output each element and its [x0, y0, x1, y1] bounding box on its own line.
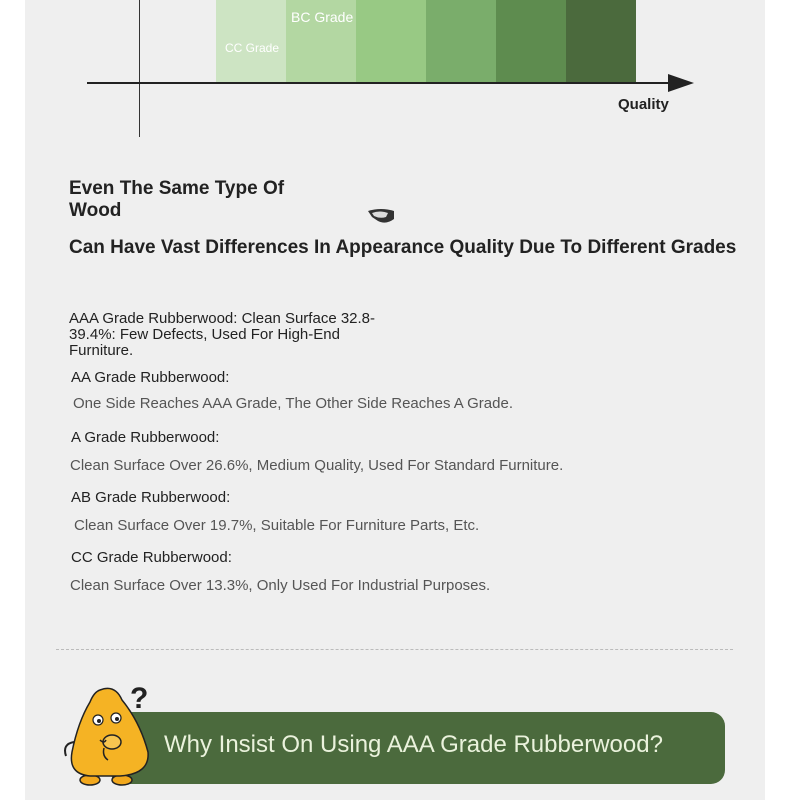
x-axis [87, 82, 677, 84]
grade-bar [356, 0, 426, 82]
grade-aa-desc: One Side Reaches AAA Grade, The Other Side Reaches A Grade. [73, 395, 513, 412]
grade-bar [426, 0, 496, 82]
grade-cc-desc: Clean Surface Over 13.3%, Only Used For Industrial Purposes. [70, 577, 491, 594]
sofa-icon [366, 207, 396, 227]
heading-line2: Can Have Vast Differences In Appearance Quality Due To Different Grades [69, 237, 737, 258]
bar-label-cc: CC Grade [225, 41, 280, 55]
grade-ab-title: AB Grade Rubberwood: [71, 489, 231, 506]
y-axis [139, 0, 140, 137]
grade-a-title: A Grade Rubberwood: [71, 429, 220, 446]
grade-bar [566, 0, 636, 82]
grade-aa-title: AA Grade Rubberwood: [71, 369, 230, 386]
x-axis-arrow-icon [668, 74, 694, 92]
heading-line1: Even The Same Type Of Wood [69, 178, 285, 221]
grade-cc-title: CC Grade Rubberwood: [71, 549, 232, 566]
grade-aaa-text: AAA Grade Rubberwood: Clean Surface 32.8-39.4%: Few Defects, Used For High-End Furniture. [69, 310, 376, 359]
grade-ab-desc: Clean Surface Over 19.7%, Suitable For Furniture Parts, Etc. [74, 517, 480, 534]
section-divider [56, 649, 733, 650]
grade-a-desc: Clean Surface Over 26.6%, Medium Quality, Used For Standard Furniture. [70, 457, 564, 474]
banner-text: Why Insist On Using AAA Grade Rubberwood? [164, 731, 663, 758]
svg-text:?: ? [130, 682, 149, 715]
bar-label-bc: BC Grade [291, 9, 354, 25]
question-mascot-icon [60, 682, 160, 788]
grade-bar [496, 0, 566, 82]
x-axis-label: Quality [618, 96, 669, 113]
